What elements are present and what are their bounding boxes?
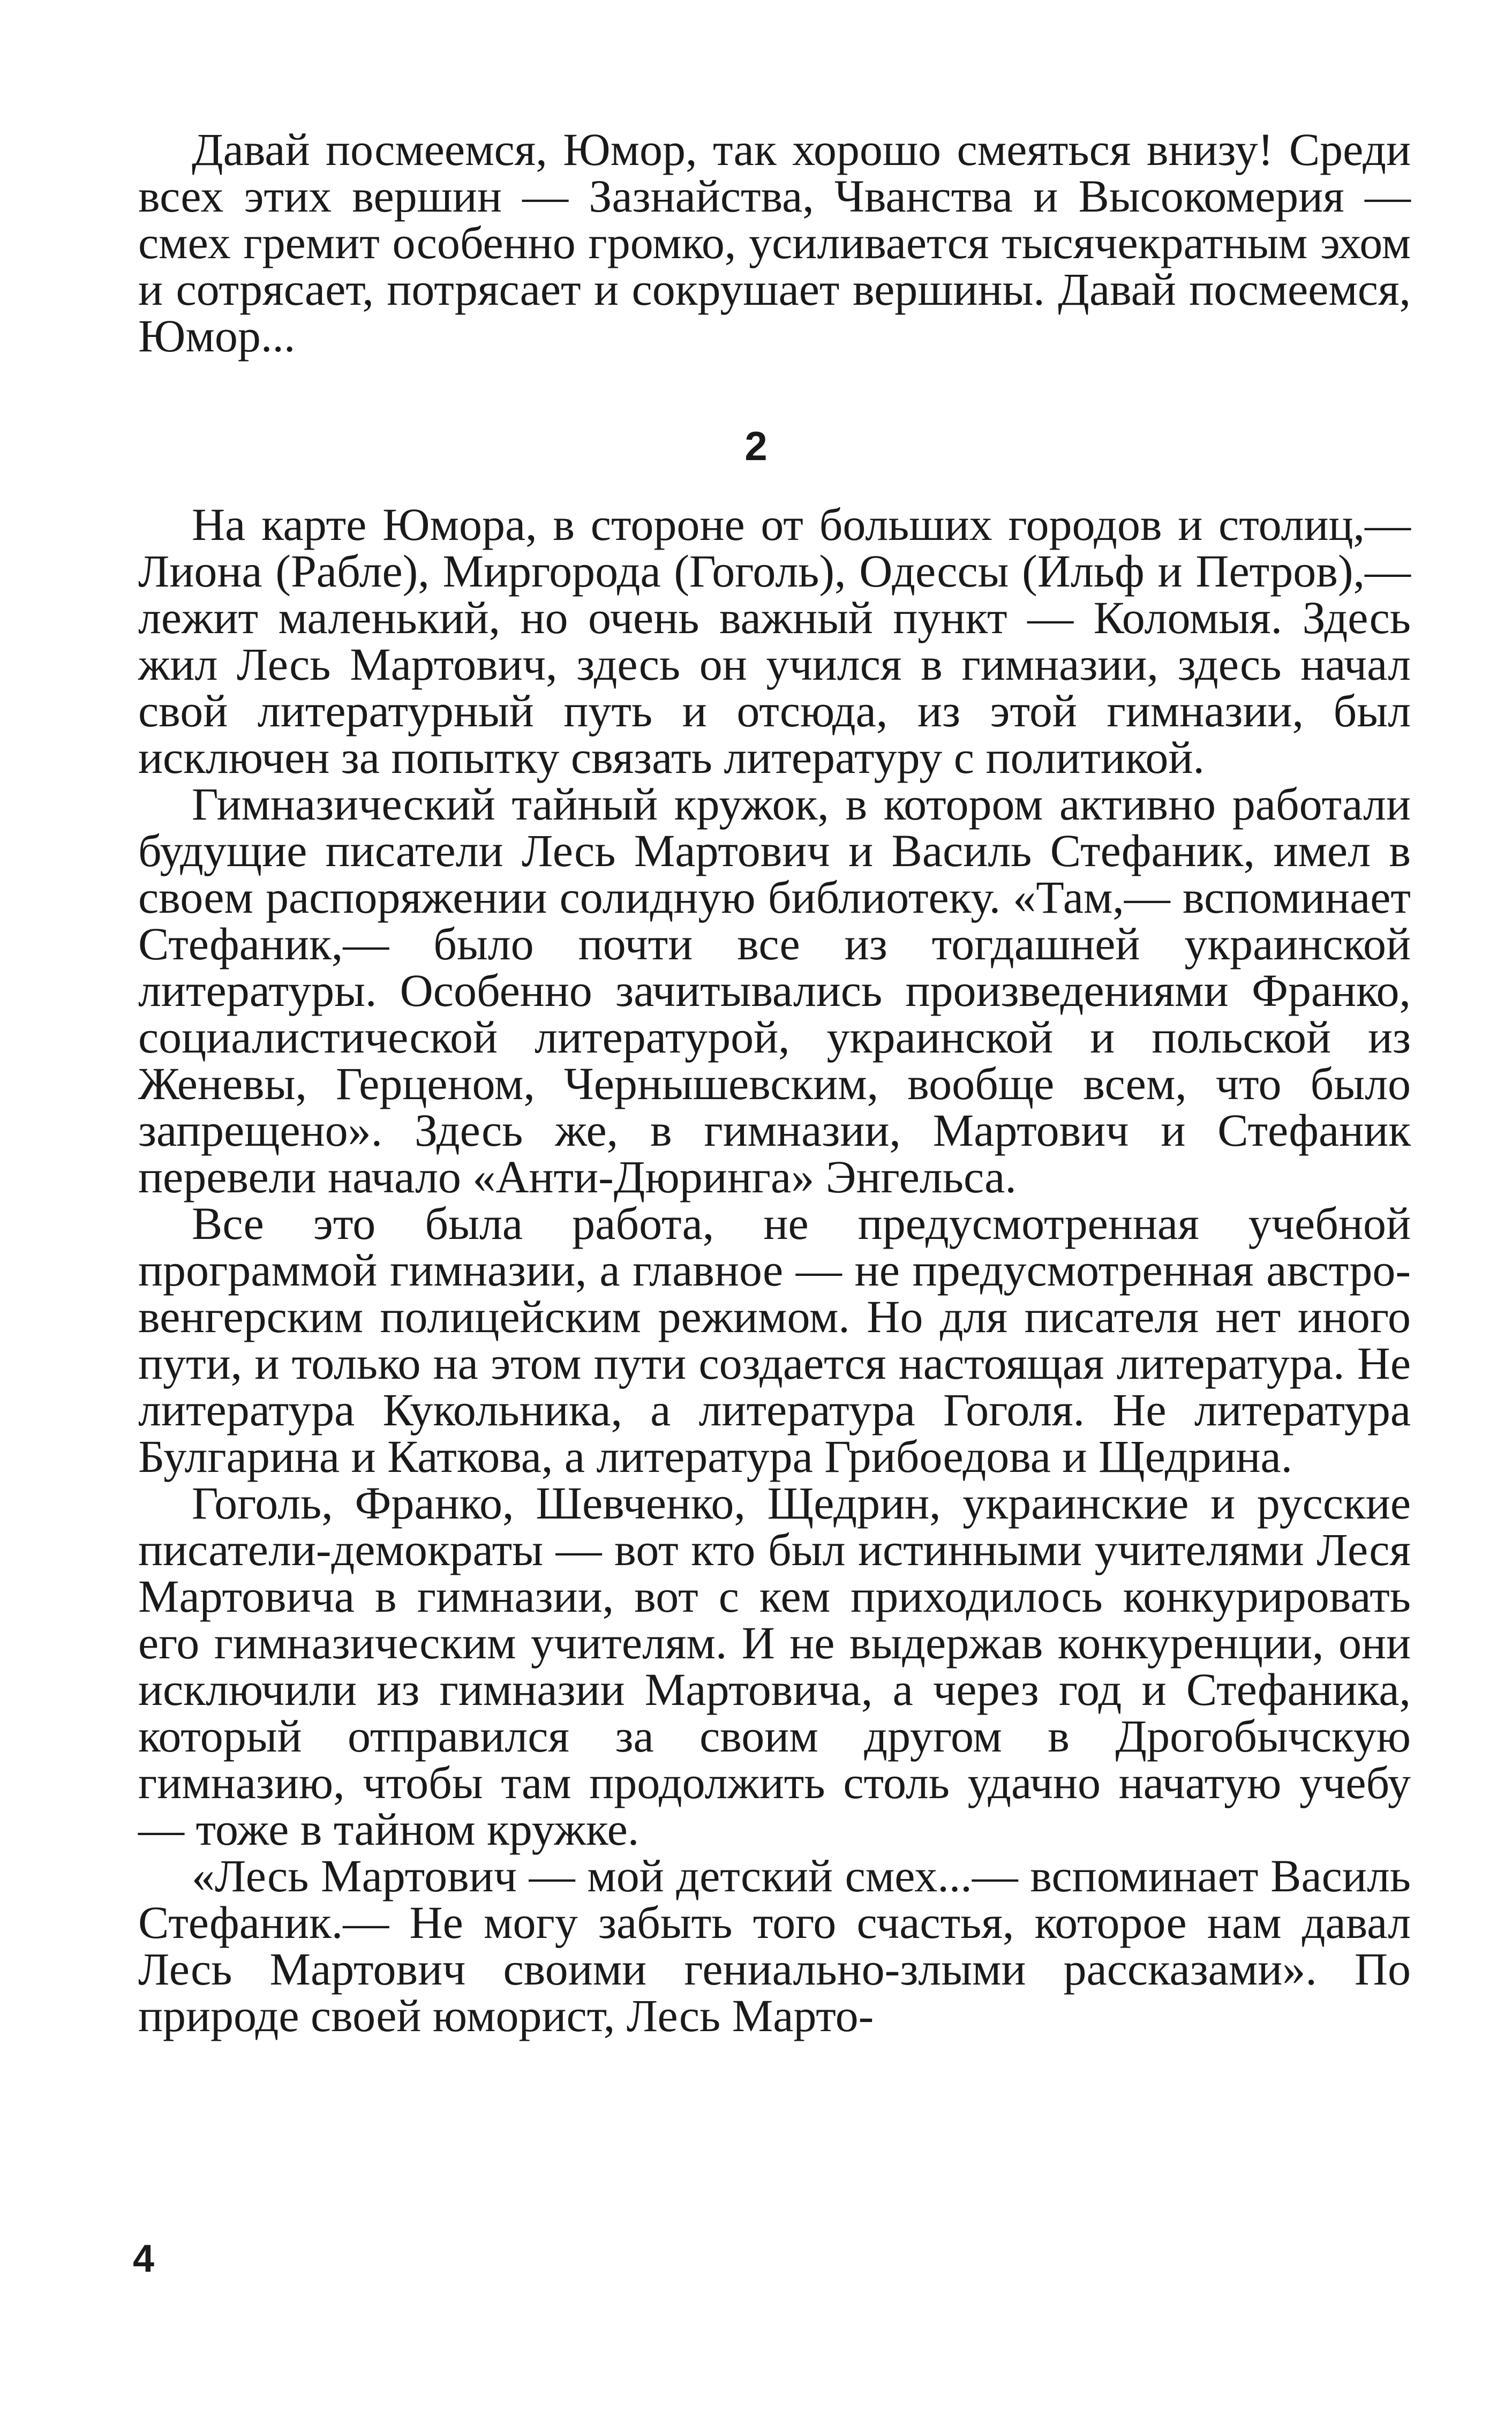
paragraph: Гоголь, Франко, Шевченко, Щедрин, украинские и русские писатели-демократы — вот кто был истинными учителями Леся Мартовича в гимназии, вот с кем приходилось конкурировать его гимназическим учителям. И не выдержав конкуренции, они исключили из гимназии Мартовича, а через год и Стефаника, который отправился за своим другом в Дрогобычскую гимназию, чтобы там продолжить столь удачно начатую учебу — тоже в тайном кружке. xyxy=(138,1477,1411,1855)
paragraph: «Лесь Мартович — мой детский смех...— вспоминает Василь Стефаник.— Не могу забыть того счастья, которое нам давал Лесь Мартович своими гениально-злыми рассказами». По природе своей юморист, Лесь Марто- xyxy=(138,1850,1411,2041)
section-text-block xyxy=(138,501,1411,2039)
section-number: 2 xyxy=(744,424,768,469)
intro-text-block xyxy=(138,124,1411,362)
page-number: 4 xyxy=(133,2237,155,2280)
paragraph: Гимназический тайный кружок, в котором активно работали будущие писатели Лесь Мартович и Василь Стефаник, имел в своем распоряжении солидную библиотеку. «Там,— вспоминает Стефаник,— было почти все из тогдашней украинской литературы. Особенно зачитывались произведениями Франко, социалистической литературой, украинской и польской из Женевы, Герценом, Чернышевским, вообще всем, что было запрещено». Здесь же, в гимназии, Мартович и Стефаник перевели начало «Анти-Дюринга» Энгельса. xyxy=(138,778,1411,1203)
paragraph: На карте Юмора, в стороне от больших городов и столиц,— Лиона (Рабле), Миргорода (Гоголь), Одессы (Ильф и Петров),— лежит маленький, но очень важный пункт — Коломыя. Здесь жил Лесь Мартович, здесь он учился в гимназии, здесь начал свой литературный путь и отсюда, из этой гимназии, был исключен за попытку связать литературу с политикой. xyxy=(138,499,1411,783)
paragraph: Все это была работа, не предусмотренная учебной программой гимназии, а главное — не предусмотренная австро-венгерским полицейским режимом. Но для писателя нет иного пути, и только на этом пути создается настоящая литература. Не литература Кукольника, а литература Гоголя. Не литература Булгарина и Каткова, а литература Грибоедова и Щедрина. xyxy=(138,1198,1411,1482)
intro-paragraph: Давай посмеемся, Юмор, так хорошо смеяться внизу! Среди всех этих вершин — Зазнайства, Чванства и Высокомерия — смех гремит особенно громко, усиливается тысячекратным эхом и сотрясает, потрясает и сокрушает вершины. Давай посмеемся, Юмор... xyxy=(138,124,1411,362)
